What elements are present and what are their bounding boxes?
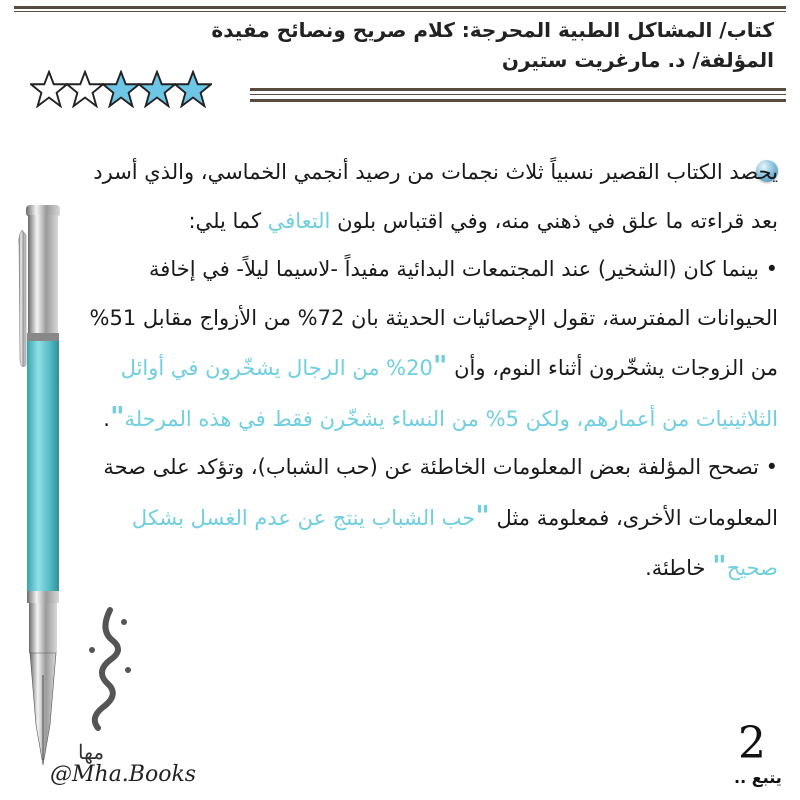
acne-end: خاطئة.	[645, 556, 713, 580]
middle-rule-3	[250, 99, 786, 102]
acne-text: • تصحح المؤلفة بعض المعلومات الخاطئة عن (حب الشباب)، وتؤكد على صحة المعلومات الأخرى، فمعلومة مثل	[103, 455, 778, 530]
star-icon	[102, 70, 140, 108]
star-icon	[30, 70, 68, 108]
highlight-word: التعافي	[267, 208, 331, 233]
top-rule-1	[14, 6, 786, 9]
page-number: 2	[738, 718, 766, 769]
snoring-end: .	[103, 406, 110, 431]
snoring-text: • بينما كان (الشخير) عند المجتمعات البدائية مفيداً -لاسيما ليلاً- في إخافة الحيوانات المفترسة، تقول الإحصائيات الحديثة بان 72% من الأزواج مقابل 51% من الزوجات يشخّرون أثناء النوم، وأن	[89, 257, 778, 380]
author-signature: مها	[78, 740, 105, 764]
continued-label: يتبع ..	[734, 768, 782, 787]
quote-mark: "	[712, 549, 727, 582]
book-author: المؤلفة/ د. مارغريت ستيرن	[501, 48, 774, 72]
acne-quote: حب الشباب ينتج عن عدم الغسل بشكل صحيح	[131, 505, 778, 580]
quote-mark: "	[475, 498, 490, 532]
paragraph-acne	[72, 443, 778, 593]
book-title: كتاب/ المشاكل الطبية المحرجة: كلام صريح ونصائح مفيدة	[211, 18, 774, 42]
signature-icon	[40, 600, 150, 740]
quote-mark: "	[432, 349, 448, 382]
top-rule-2	[14, 11, 786, 12]
middle-rule-2	[250, 94, 786, 95]
quote-mark: "	[109, 399, 125, 433]
snoring-quote: 20% من الرجال يشخّرون في أوائل الثلاثينيات من أعمارهم، ولكن 5% من النساء يشخّرن فقط في هذه المرحلة	[120, 356, 778, 431]
star-icon	[66, 70, 104, 108]
rating-stars	[30, 70, 210, 108]
intro-text: يحصد الكتاب القصير نسبياً ثلاث نجمات من رصيد أنجمي الخماسي، والذي أسرد بعد قراءته ما علق في ذهني منه، وفي اقتباس بلون	[93, 160, 778, 233]
star-icon	[138, 70, 176, 108]
book-header	[20, 14, 774, 74]
paragraph-snoring	[72, 245, 778, 443]
middle-rule-1	[250, 88, 786, 91]
intro-text-end: كما يلي:	[188, 208, 268, 233]
review-body	[72, 148, 778, 593]
paragraph-intro	[72, 148, 778, 245]
social-handle: @Mha.Books	[50, 762, 197, 787]
star-icon	[174, 70, 212, 108]
